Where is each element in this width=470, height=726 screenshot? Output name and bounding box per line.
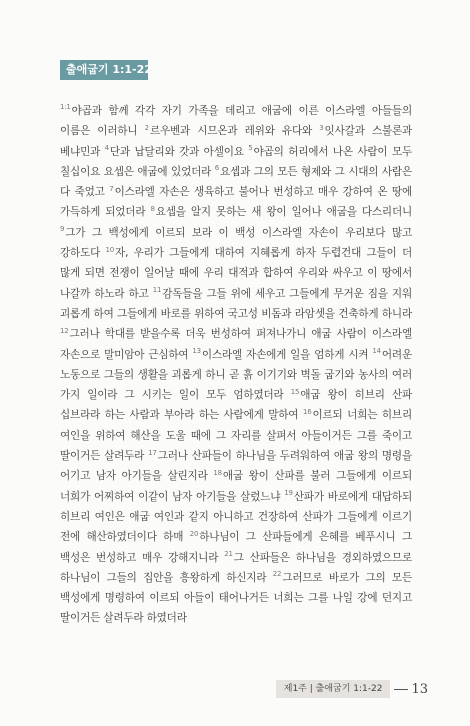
- verse: [105, 146, 244, 158]
- scripture-text: [60, 101, 412, 629]
- verse-number: 7: [109, 184, 114, 193]
- verse-number: 13: [192, 347, 201, 356]
- verse-text: 산파가 바로에게 대답하되 히브리 여인은 애굽 여인과 같지 아니하고 건장하여 산파가 그들에게 이르기 전에 해산하였더이다 하매: [60, 490, 412, 544]
- verse-number: 14: [372, 347, 381, 356]
- verse-text: 감독들을 그들 위에 세우고 그들에게 무거운 짐을 지워 괴롭게 하여 그들에게 바로를 위하여 국고성 비돔과 라암셋을 건축하게 하니라: [60, 287, 412, 320]
- verse-text: 하나님이 그 산파들에게 은혜를 베푸시니 그 백성은 번성하고 매우 강해지니라: [60, 531, 412, 564]
- verse-number: 6: [214, 164, 220, 173]
- verse-text: 애굽 왕이 히브리 산파 십브라라 하는 사람과 부아라 하는 사람에게 말하여: [60, 389, 413, 422]
- verse-text: 요셉을 알지 못하는 새 왕이 일어나 애굽을 다스리더니: [155, 206, 413, 219]
- verse-number: 4: [104, 144, 109, 153]
- verse-number: 5: [248, 144, 253, 153]
- page-footer: [276, 680, 428, 698]
- verse-text: 야곱의 허리에서 나온 사람이 모두 칠십이요 요셉은 애굽에 있었더라: [60, 145, 413, 178]
- verse-text: 그러나 학대를 받을수록 더욱 번성하여 퍼져나가니 애굽 사람이 이스라엘 자손으로 말미암아 근심하여: [60, 328, 412, 361]
- verse-text: 요셉과 그의 모든 형제와 그 시대의 사람은 다 죽었고: [60, 165, 412, 199]
- verse-text: 자, 우리가 그들에게 대하여 지혜롭게 하자 두렵건대 그들이 더 많게 되면 전쟁이 일어날 때에 우리 대적과 합하여 우리와 싸우고 이 땅에서 나갈까 하노라 하고: [60, 247, 412, 300]
- section-title: 출애굽기 1:1-22: [60, 60, 148, 80]
- verse-number: 19: [284, 489, 293, 498]
- verse-text: 르우벤과 시므온과 레위와 유다와: [149, 125, 313, 138]
- verse-number: 12: [60, 326, 69, 335]
- verse-text: 애굽 왕이 산파를 불러 그들에게 이르되 너희가 어찌하여 이같이 남자 아기들을 살렸느냐: [60, 470, 413, 503]
- verse-number: 11: [152, 286, 162, 295]
- verse-number: 8: [150, 204, 155, 213]
- verse-number: 20: [189, 529, 199, 538]
- footer-running-title: 제1주 | 출애굽기 1:1-22: [276, 680, 391, 698]
- verse-text: 이스라엘 자손에게 일을 엄하게 시켜: [201, 348, 369, 361]
- verse-text: 이스라엘 자손은 생육하고 불어나 번성하고 매우 강하여 온 땅에 가득하게 되었더라: [60, 186, 412, 219]
- verse-text: 그러나 산파들이 하나님을 두려워하여 애굽 왕의 명령을 어기고 남자 아기들을 살린지라: [60, 450, 413, 483]
- verse-text: 그 산파들은 하나님을 경외하였으므로 하나님이 그들의 집안을 흥왕하게 하신지라: [60, 551, 413, 584]
- verse-number: 9: [60, 225, 65, 234]
- verse-number: 18: [213, 468, 222, 477]
- verse-text: 그가 그 백성에게 이르되 보라 이 백성 이스라엘 자손이 우리보다 많고 강하도다: [60, 226, 412, 260]
- verse-text: 그러므로 바로가 그의 모든 백성에게 명령하여 이르되 아들이 태어나거든 너희는 그를 나일 강에 던지고 딸이거든 살려두라 하였더라: [60, 571, 412, 625]
- verse-number: 17: [148, 448, 157, 457]
- verse-number: 1:1: [60, 103, 71, 112]
- verse-number: 16: [302, 407, 312, 416]
- verse-number: 2: [144, 123, 149, 132]
- verse-text: 잇사갈과 스불론과 베냐민과: [60, 125, 413, 158]
- verse-number: 22: [272, 570, 282, 579]
- verse: [192, 349, 368, 361]
- verse-number: 10: [105, 245, 115, 254]
- verse: [145, 125, 312, 137]
- footer-divider: [394, 689, 408, 690]
- verse-number: 3: [319, 123, 324, 132]
- verse-text: 단과 납달리와 갓과 아셀이요: [109, 145, 244, 158]
- verse-number: 21: [224, 550, 233, 558]
- verse-number: 15: [290, 387, 300, 396]
- verse-text: 이르되 너희는 히브리 여인을 위하여 해산을 도울 때에 그 자리를 살펴서 아들이거든 그를 죽이고 딸이거든 살려두라: [60, 409, 412, 463]
- verse-text: 야곱과 함께 각각 자기 가족을 데리고 애굽에 이른 이스라엘 아들들의 이름은 이러하니: [60, 105, 412, 138]
- page-number: 13: [411, 681, 428, 697]
- verse-text: 어려운 노동으로 그들의 생활을 괴롭게 하니 곧 흙 이기기와 벽돌 굽기와 농사의 여러 가지 일이라 그 시키는 일이 모두 엄하였더라: [60, 348, 412, 402]
- verse: [150, 206, 412, 218]
